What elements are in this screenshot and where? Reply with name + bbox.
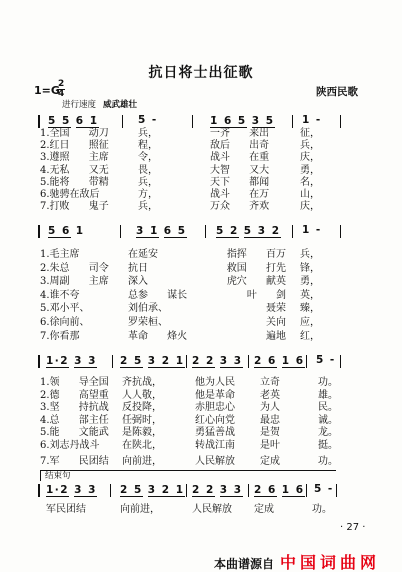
lyric-segment: 兵， [138,201,158,213]
measure [254,483,310,497]
lyric-segment: 勇， [300,164,320,176]
lyric-segment: 4.谁不夸 [40,289,80,301]
note-group: - [315,224,322,236]
note-group: 3 2 1 [147,355,185,367]
note-group: 5 5 [48,115,71,127]
bar-line [110,484,111,497]
system-start-bar [38,225,40,238]
lyric-segment: 功。 [318,456,338,467]
lyric-segment: 聂荣 [266,303,286,315]
lyric-segment: 英， [300,289,320,301]
footer [214,550,380,572]
measure [48,114,104,128]
measure [120,354,190,368]
lyric-segment: 齐抗战， [122,377,162,388]
lyric-segment: 应， [300,317,320,328]
note-group: 3 1̇ [136,225,159,237]
lyric-segment: 2.朱总 司令 [40,262,109,274]
lyric-segment: 5.邓小平、 [40,303,90,315]
lyric-segment: 勇猛善战 [195,427,235,438]
lyric-segment: 勇， [300,276,320,288]
lyric-segment: 令， [138,152,158,164]
lyric-segment: 转战江南 [195,439,235,451]
ending-bracket [40,470,336,471]
note-group: 3 3 [74,484,97,496]
lyric-segment: 4.总 部主任 [40,414,109,426]
note-group: 2 5 [120,355,143,367]
lyric-segment: 虎穴 献英 [226,276,286,288]
lyric-segment: 抗日 [128,262,148,274]
lyric-segment: 红， [300,330,320,342]
lyric-segment: 遍地 [266,330,286,342]
lyric-segment: 1.全国 动刀 [40,128,109,139]
lyric-segment: 是叶 [260,439,280,451]
page-number: · 27 · [340,522,366,533]
lyric-segment: 功。 [318,377,338,388]
note-group: 6 5 [163,225,187,237]
lyric-segment: 2.德 高望重 [40,389,109,401]
lyric-segment: 庆， [300,201,320,213]
lyric-segment: 3.遵照 主席 [40,152,109,164]
note-group: 3 2 1 [147,484,185,496]
note-group: 5 3 2 [243,225,281,237]
lyric-segment: 兵， [138,176,158,188]
note-group: - [151,114,158,126]
note-group: 3 3 [219,355,243,367]
lyric-segment: 7.军 民团结 [40,456,109,467]
note-group: 5 [314,483,323,495]
note-group: 3 5 [251,115,275,127]
note-group: 1̇ 6 5 [210,115,247,127]
ending-bracket-tick [40,470,41,481]
lyric-segment: 6.刘志丹战斗 [40,439,100,451]
lyric-segment: 1.毛主席 [40,249,80,260]
lyric-segment: 向前进， [120,504,160,515]
lyric-segment: 6.驰骋在敌后 [40,189,100,200]
footer-site-name: 中国词曲网 [280,553,381,572]
note-group: 2 2 [192,484,215,496]
note-group: 2 6 [254,355,277,367]
measure [138,114,163,127]
lyric-segment: 天下 都闻 [210,176,270,188]
lyric-segment: 功。 [312,504,332,515]
lyric-segment: 最忠 [260,414,280,426]
note-group: 6 1̇ [75,115,99,127]
lyric-segment: 是贺 [260,427,280,438]
lyric-segment: 立奇 [260,377,280,388]
lyric-segment: 任弼时， [122,414,162,426]
lyric-segment: 向前进， [122,456,162,467]
lyric-segment: 人人敬， [122,389,162,401]
note-group: 3 3 [219,484,243,496]
lyric-segment: 1.领 导全国 [40,377,109,388]
note-group: 1 [302,224,311,236]
lyric-segment: 民。 [318,402,338,413]
lyric-segment: 龙。 [318,427,338,438]
lyric-segment: 人民解放 [195,456,235,467]
lyric-segment: 定成 [260,456,280,467]
measure [192,483,248,497]
footer-prefix: 本曲谱源自 [214,557,275,571]
lyric-segment: 挺。 [318,439,338,451]
lyric-segment: 诚。 [318,414,338,426]
lyric-segment: 兵， [300,140,320,152]
lyric-segment: 程， [138,140,158,152]
lyric-segment: 革命 烽火 [128,330,188,342]
note-group: 2 2 [192,355,215,367]
note-group: 5 [138,114,147,126]
lyric-segment: 7.打败 鬼子 [40,201,109,213]
note-group: 3 3 [74,355,97,367]
lyric-segment: 征， [300,128,320,139]
bar-line [248,484,249,497]
note-group: 1·2 [46,484,70,496]
note-group: - [327,483,334,495]
measure [210,114,280,128]
lyric-segment: 他是革命 [195,389,235,401]
measure [136,224,192,238]
lyric-segment: 锋， [300,262,320,274]
note-group: - [329,354,336,366]
bar-line [340,115,341,128]
lyric-segment: 关向 [266,317,286,328]
time-signature-beats: 2 [58,79,65,89]
measure [316,354,341,367]
song-title: 抗日将士出征歌 [148,65,254,81]
note-group: 5 2 [216,225,239,237]
lyric-segment: 救国 打先 [226,262,286,274]
system-start-bar [38,115,40,128]
lyric-segment: 指挥 百万 [226,249,286,260]
measure [46,354,102,368]
note-group: 1 [75,225,85,237]
time-signature-unit: 4 [58,89,65,99]
measure [302,224,327,237]
bar-line [292,225,293,238]
measure [302,114,327,127]
measure [192,354,248,368]
bar-line [112,355,113,368]
lyric-segment: 敌后 出奇 [210,140,270,152]
note-group: 1·2 [46,355,70,367]
bar-line [292,115,293,128]
lyric-segment: 名， [300,176,320,188]
lyric-segment: 人民解放 [192,504,232,515]
lyric-segment: 战斗 在重 [210,152,270,164]
lyric-segment: 臻， [300,303,320,315]
bar-line [192,115,193,128]
note-group: 5 6 [48,225,71,237]
lyric-segment: 3.周副 主席 [40,276,109,288]
note-group: 1 [302,114,311,126]
lyric-segment: 在延安 [128,249,158,260]
lyric-segment: 3.坚 持抗战 [40,402,109,413]
system-start-bar [38,484,40,497]
lyric-segment: 4.无私 又无 [40,164,109,176]
lyric-segment: 红心向党 [195,414,235,426]
bar-line [122,115,123,128]
measure [314,483,339,496]
lyric-segment: 为人 [260,402,280,413]
measure [216,224,286,238]
song-source: 陕西民歌 [316,86,358,98]
bar-line [340,225,341,238]
lyric-segment: 畏， [138,164,158,176]
bar-line [248,355,249,368]
lyric-segment: 兵， [138,128,158,139]
measure [120,483,190,497]
lyric-segment: 是陈毅， [122,427,162,438]
lyric-segment: 6.徐向前、 [40,317,90,328]
lyric-segment: 5.能将 带精 [40,176,109,188]
note-group: - [315,114,322,126]
bar-line [205,225,206,238]
lyric-segment: 山， [300,189,320,200]
lyric-segment: 罗荣桓、 [128,317,168,328]
note-group: 2 6 [254,484,277,496]
lyric-segment: 他为人民 [195,377,235,388]
lyric-segment: 兵， [300,249,320,260]
lyric-segment: 刘伯承、 [128,303,168,315]
lyric-segment: 万众 齐欢 [210,201,270,213]
lyric-segment: 5.能 文能武 [40,427,109,438]
measure [46,483,102,497]
lyric-segment: 老英 [260,389,280,401]
lyric-segment: 雄。 [318,389,338,401]
note-group: 2 5 [120,484,143,496]
lyric-segment: 7.你看那 [40,330,80,342]
measure [254,354,310,368]
key-signature: 1=G [34,84,60,97]
lyric-segment: 2.红日 照征 [40,140,109,152]
lyric-segment: 庆， [300,152,320,164]
measure [48,224,90,238]
lyric-segment: 方， [138,189,158,200]
note-group: 5 [316,354,325,366]
lyric-segment: 战斗 在万 [210,189,270,200]
bar-line [120,225,121,238]
lyric-segment: 赤胆忠心 [195,402,235,413]
tempo-label: 进行速度 [62,100,97,110]
lyric-segment: 深入 [128,276,148,288]
lyric-segment: 叶 剑 [246,289,286,301]
lyric-segment: 反投降， [122,402,162,413]
system-start-bar [38,355,40,368]
ending-label: 结束句 [45,471,71,481]
lyric-segment: 定成 [254,504,274,515]
lyric-segment: 在陕北， [122,439,162,451]
lyric-segment: 总参 谋长 [128,289,188,301]
note-group: 1 6 [281,355,305,367]
lyric-segment: 大智 又大 [210,164,270,176]
lyric-segment: 一齐 来出 [210,128,270,139]
tempo-character: 威武雄壮 [103,100,138,110]
lyric-segment: 军民团结 [46,504,86,515]
note-group: 1 6 [281,484,305,496]
